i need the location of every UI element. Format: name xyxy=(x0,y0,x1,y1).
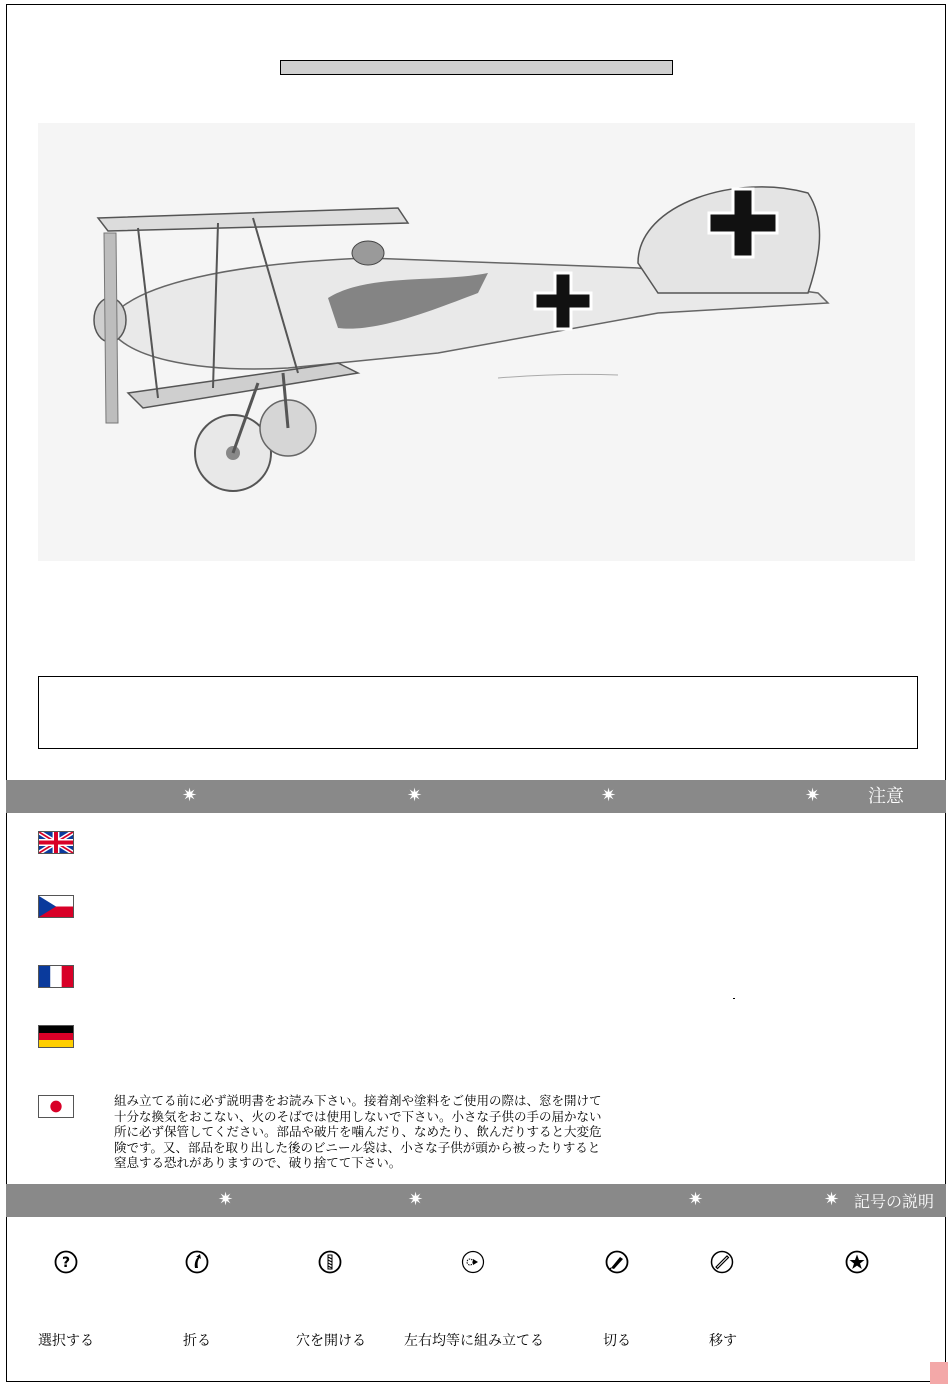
uk-flag-icon xyxy=(38,831,74,854)
caution-header-band xyxy=(6,780,946,813)
symbol-label-select: 選択する xyxy=(38,1333,94,1349)
symmetric-assembly-icon xyxy=(461,1250,485,1274)
asterisk-icon: ✷ xyxy=(805,785,821,806)
drill-hole-icon xyxy=(318,1250,342,1274)
asterisk-icon: ✷ xyxy=(601,785,617,806)
japanese-caution-text: 組み立てる前に必ず説明書をお読み下さい。接着剤や塗料をご使用の際は、窓を開けて 十分な換気をおこない、火のそばでは使用しないで下さい。小さな子供の手の届かない 所に必ず保管してください。部品や破片を噛んだり、なめたり、飲んだりすると大変危 険です。又、部品を取り出した後のビニール袋は、小さな子供が頭から被ったりすると 窒息する恐れがありますので、破り捨てて下さい。 xyxy=(114,1093,602,1170)
biplane-illustration xyxy=(38,123,915,561)
stray-mark xyxy=(733,998,735,999)
asterisk-icon: ✷ xyxy=(182,785,198,806)
question-circle-icon xyxy=(54,1250,78,1274)
cut-knife-icon xyxy=(605,1250,629,1274)
symbols-title: 記号の説明 xyxy=(854,1192,935,1211)
asterisk-icon: ✷ xyxy=(218,1189,234,1210)
svg-text:?: ? xyxy=(61,1255,71,1271)
corner-mark xyxy=(930,1362,948,1384)
german-flag-icon xyxy=(38,1025,74,1048)
symbol-label-fold: 折る xyxy=(183,1333,211,1349)
note-box xyxy=(38,676,918,749)
symbol-label-drill: 穴を開ける xyxy=(296,1333,366,1349)
french-flag-icon xyxy=(38,965,74,988)
asterisk-icon: ✷ xyxy=(824,1189,840,1210)
symbol-label-transfer: 移す xyxy=(709,1333,737,1349)
symbol-label-cut: 切る xyxy=(603,1333,631,1349)
asterisk-icon: ✷ xyxy=(688,1189,704,1210)
japan-flag-icon xyxy=(38,1095,74,1118)
asterisk-icon: ✷ xyxy=(407,785,423,806)
star-circle-icon xyxy=(845,1250,869,1274)
transfer-icon xyxy=(710,1250,734,1274)
asterisk-icon: ✷ xyxy=(408,1189,424,1210)
fold-arrow-icon xyxy=(185,1250,209,1274)
czech-flag-icon xyxy=(38,895,74,918)
symbol-label-symmetric: 左右均等に組み立てる xyxy=(404,1333,544,1349)
symbols-header-band xyxy=(6,1184,946,1217)
title-placeholder-bar xyxy=(280,60,673,75)
caution-title: 注意 xyxy=(868,786,904,807)
